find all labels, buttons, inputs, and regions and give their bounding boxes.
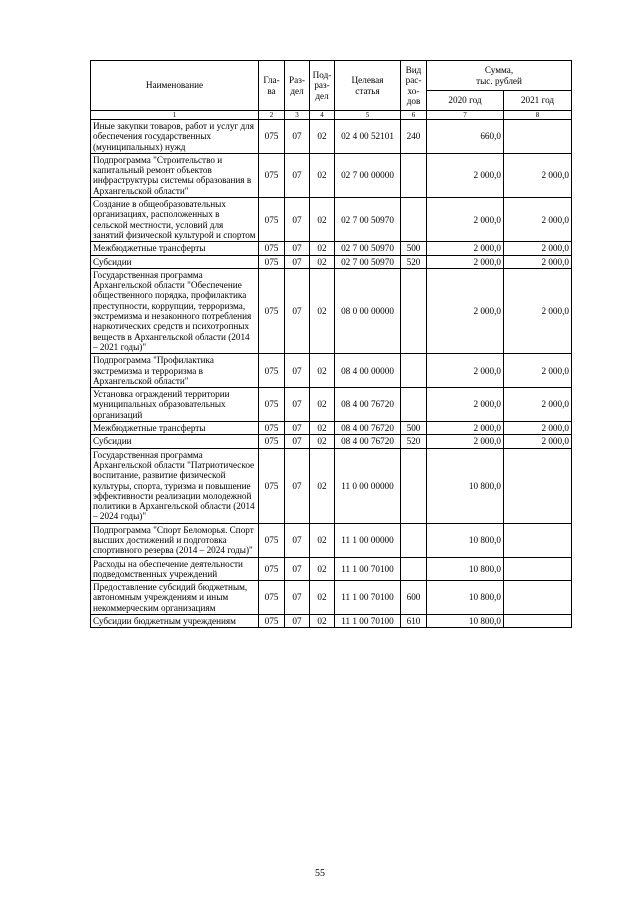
row-subsection: 02 <box>310 198 335 242</box>
row-amount-2021 <box>504 523 572 557</box>
row-chapter: 075 <box>259 523 285 557</box>
table-row <box>91 615 572 628</box>
column-number: 7 <box>427 111 504 120</box>
row-subsection: 02 <box>310 422 335 435</box>
row-target: 11 1 00 70100 <box>335 615 401 628</box>
row-name: Предоставление субсидий бюджетным, автономным учреждениям и иным некоммерческим организациям <box>91 581 259 615</box>
table-row <box>91 255 572 268</box>
row-name: Подпрограмма "Строительство и капитальный ремонт объектов инфраструктуры системы образования в Архангельской области" <box>91 153 259 197</box>
row-amount-2020: 2 000,0 <box>427 422 504 435</box>
row-section: 07 <box>285 242 310 255</box>
row-target: 08 4 00 76720 <box>335 435 401 448</box>
table-row <box>91 422 572 435</box>
row-section: 07 <box>285 581 310 615</box>
row-chapter: 075 <box>259 422 285 435</box>
header-year-2021: 2021 год <box>504 91 572 111</box>
row-amount-2021: 2 000,0 <box>504 435 572 448</box>
row-name: Субсидии <box>91 435 259 448</box>
row-type: 500 <box>401 242 427 255</box>
row-section: 07 <box>285 255 310 268</box>
row-section: 07 <box>285 422 310 435</box>
row-subsection: 02 <box>310 388 335 422</box>
table-header <box>91 61 572 120</box>
table-body <box>91 120 572 628</box>
column-number: 2 <box>259 111 285 120</box>
row-amount-2021: 2 000,0 <box>504 255 572 268</box>
row-name: Государственная программа Архангельской области "Обеспечение общественного порядка, профилактика преступности, коррупции, терроризма, экстремизма и незаконного потребления наркотических средств и психотропных веществ в Архангельской области (2014 – 2021 годы)" <box>91 268 259 353</box>
row-name: Государственная программа Архангельской области "Патриотическое воспитание, развитие физической культуры, спорта, туризма и повышение эффективности реализации молодежной политики в Архангельской области (2014 – 2024 годы)" <box>91 448 259 523</box>
row-section: 07 <box>285 557 310 581</box>
row-name: Межбюджетные трансферты <box>91 422 259 435</box>
row-amount-2021: 2 000,0 <box>504 354 572 388</box>
column-number: 4 <box>310 111 335 120</box>
row-name: Подпрограмма "Профилактика экстремизма и терроризма в Архангельской области" <box>91 354 259 388</box>
row-amount-2020: 2 000,0 <box>427 255 504 268</box>
row-type <box>401 354 427 388</box>
row-amount-2021: 2 000,0 <box>504 242 572 255</box>
header-section: Раз- дел <box>285 61 310 111</box>
row-type <box>401 388 427 422</box>
row-section: 07 <box>285 198 310 242</box>
table-row <box>91 268 572 353</box>
row-subsection: 02 <box>310 268 335 353</box>
table-row <box>91 198 572 242</box>
row-subsection: 02 <box>310 435 335 448</box>
row-amount-2021: 2 000,0 <box>504 388 572 422</box>
table-row <box>91 581 572 615</box>
row-section: 07 <box>285 153 310 197</box>
row-name: Расходы на обеспечение деятельности подведомственных учреждений <box>91 557 259 581</box>
row-amount-2021 <box>504 120 572 154</box>
row-chapter: 075 <box>259 242 285 255</box>
row-amount-2021: 2 000,0 <box>504 198 572 242</box>
row-amount-2020: 2 000,0 <box>427 153 504 197</box>
row-section: 07 <box>285 268 310 353</box>
row-section: 07 <box>285 354 310 388</box>
row-chapter: 075 <box>259 198 285 242</box>
row-chapter: 075 <box>259 255 285 268</box>
row-target: 11 1 00 70100 <box>335 557 401 581</box>
row-type: 500 <box>401 422 427 435</box>
column-number: 5 <box>335 111 401 120</box>
row-section: 07 <box>285 523 310 557</box>
row-amount-2020: 10 800,0 <box>427 615 504 628</box>
row-amount-2020: 2 000,0 <box>427 388 504 422</box>
table-row <box>91 242 572 255</box>
header-sum: Сумма, тыс. рублей <box>427 61 572 91</box>
row-subsection: 02 <box>310 255 335 268</box>
row-subsection: 02 <box>310 557 335 581</box>
row-amount-2021: 2 000,0 <box>504 268 572 353</box>
row-subsection: 02 <box>310 581 335 615</box>
row-target: 02 4 00 52101 <box>335 120 401 154</box>
row-target: 11 0 00 00000 <box>335 448 401 523</box>
row-chapter: 075 <box>259 388 285 422</box>
row-type <box>401 268 427 353</box>
row-amount-2021 <box>504 615 572 628</box>
row-chapter: 075 <box>259 153 285 197</box>
column-number: 6 <box>401 111 427 120</box>
row-target: 08 4 00 76720 <box>335 388 401 422</box>
row-name: Субсидии бюджетным учреждениям <box>91 615 259 628</box>
row-amount-2020: 2 000,0 <box>427 268 504 353</box>
row-subsection: 02 <box>310 120 335 154</box>
header-expense-type: Вид рас- хо- дов <box>401 61 427 111</box>
row-chapter: 075 <box>259 354 285 388</box>
row-amount-2020: 10 800,0 <box>427 448 504 523</box>
row-amount-2021: 2 000,0 <box>504 422 572 435</box>
row-name: Субсидии <box>91 255 259 268</box>
row-name: Иные закупки товаров, работ и услуг для обеспечения государственных (муниципальных) нужд <box>91 120 259 154</box>
row-type <box>401 153 427 197</box>
header-subsection: Под- раз- дел <box>310 61 335 111</box>
column-number: 1 <box>91 111 259 120</box>
row-amount-2020: 2 000,0 <box>427 242 504 255</box>
row-amount-2020: 10 800,0 <box>427 581 504 615</box>
column-number: 8 <box>504 111 572 120</box>
table-row <box>91 435 572 448</box>
row-type: 520 <box>401 255 427 268</box>
row-chapter: 075 <box>259 435 285 448</box>
header-name: Наименование <box>91 61 259 111</box>
budget-table <box>90 60 572 628</box>
row-chapter: 075 <box>259 557 285 581</box>
table-row <box>91 120 572 154</box>
row-amount-2021 <box>504 557 572 581</box>
row-subsection: 02 <box>310 354 335 388</box>
row-amount-2021 <box>504 581 572 615</box>
row-section: 07 <box>285 435 310 448</box>
row-target: 02 7 00 50970 <box>335 242 401 255</box>
row-chapter: 075 <box>259 615 285 628</box>
row-target: 02 7 00 50970 <box>335 198 401 242</box>
row-name: Подпрограмма "Спорт Беломорья. Спорт высших достижений и подготовка спортивного резерва (2014 – 2024 годы)" <box>91 523 259 557</box>
row-type: 610 <box>401 615 427 628</box>
row-chapter: 075 <box>259 268 285 353</box>
row-name: Межбюджетные трансферты <box>91 242 259 255</box>
row-target: 11 1 00 00000 <box>335 523 401 557</box>
table-row <box>91 153 572 197</box>
header-target: Целевая статья <box>335 61 401 111</box>
row-target: 08 4 00 76720 <box>335 422 401 435</box>
row-subsection: 02 <box>310 523 335 557</box>
table-row <box>91 557 572 581</box>
row-type: 600 <box>401 581 427 615</box>
column-number-row <box>91 111 572 120</box>
row-type <box>401 523 427 557</box>
table-row <box>91 388 572 422</box>
row-amount-2020: 2 000,0 <box>427 198 504 242</box>
row-name: Создание в общеобразовательных организациях, расположенных в сельской местности, условий для занятий физической культурой и спортом <box>91 198 259 242</box>
row-amount-2020: 2 000,0 <box>427 435 504 448</box>
header-chapter: Гла- ва <box>259 61 285 111</box>
table-row <box>91 448 572 523</box>
row-amount-2020: 10 800,0 <box>427 523 504 557</box>
row-subsection: 02 <box>310 448 335 523</box>
row-chapter: 075 <box>259 581 285 615</box>
row-amount-2020: 10 800,0 <box>427 557 504 581</box>
row-target: 02 7 00 50970 <box>335 255 401 268</box>
table-row <box>91 523 572 557</box>
row-section: 07 <box>285 615 310 628</box>
row-subsection: 02 <box>310 242 335 255</box>
row-target: 02 7 00 00000 <box>335 153 401 197</box>
row-amount-2021: 2 000,0 <box>504 153 572 197</box>
row-amount-2021 <box>504 448 572 523</box>
row-target: 08 4 00 00000 <box>335 354 401 388</box>
row-type <box>401 557 427 581</box>
row-subsection: 02 <box>310 153 335 197</box>
row-target: 11 1 00 70100 <box>335 581 401 615</box>
row-section: 07 <box>285 448 310 523</box>
row-amount-2020: 2 000,0 <box>427 354 504 388</box>
header-year-2020: 2020 год <box>427 91 504 111</box>
row-type <box>401 448 427 523</box>
row-section: 07 <box>285 120 310 154</box>
row-target: 08 0 00 00000 <box>335 268 401 353</box>
column-number: 3 <box>285 111 310 120</box>
row-type: 240 <box>401 120 427 154</box>
row-subsection: 02 <box>310 615 335 628</box>
row-type <box>401 198 427 242</box>
row-chapter: 075 <box>259 120 285 154</box>
row-chapter: 075 <box>259 448 285 523</box>
page-number: 55 <box>315 868 325 879</box>
row-section: 07 <box>285 388 310 422</box>
row-amount-2020: 660,0 <box>427 120 504 154</box>
table-row <box>91 354 572 388</box>
row-type: 520 <box>401 435 427 448</box>
row-name: Установка ограждений территории муниципальных образовательных организаций <box>91 388 259 422</box>
